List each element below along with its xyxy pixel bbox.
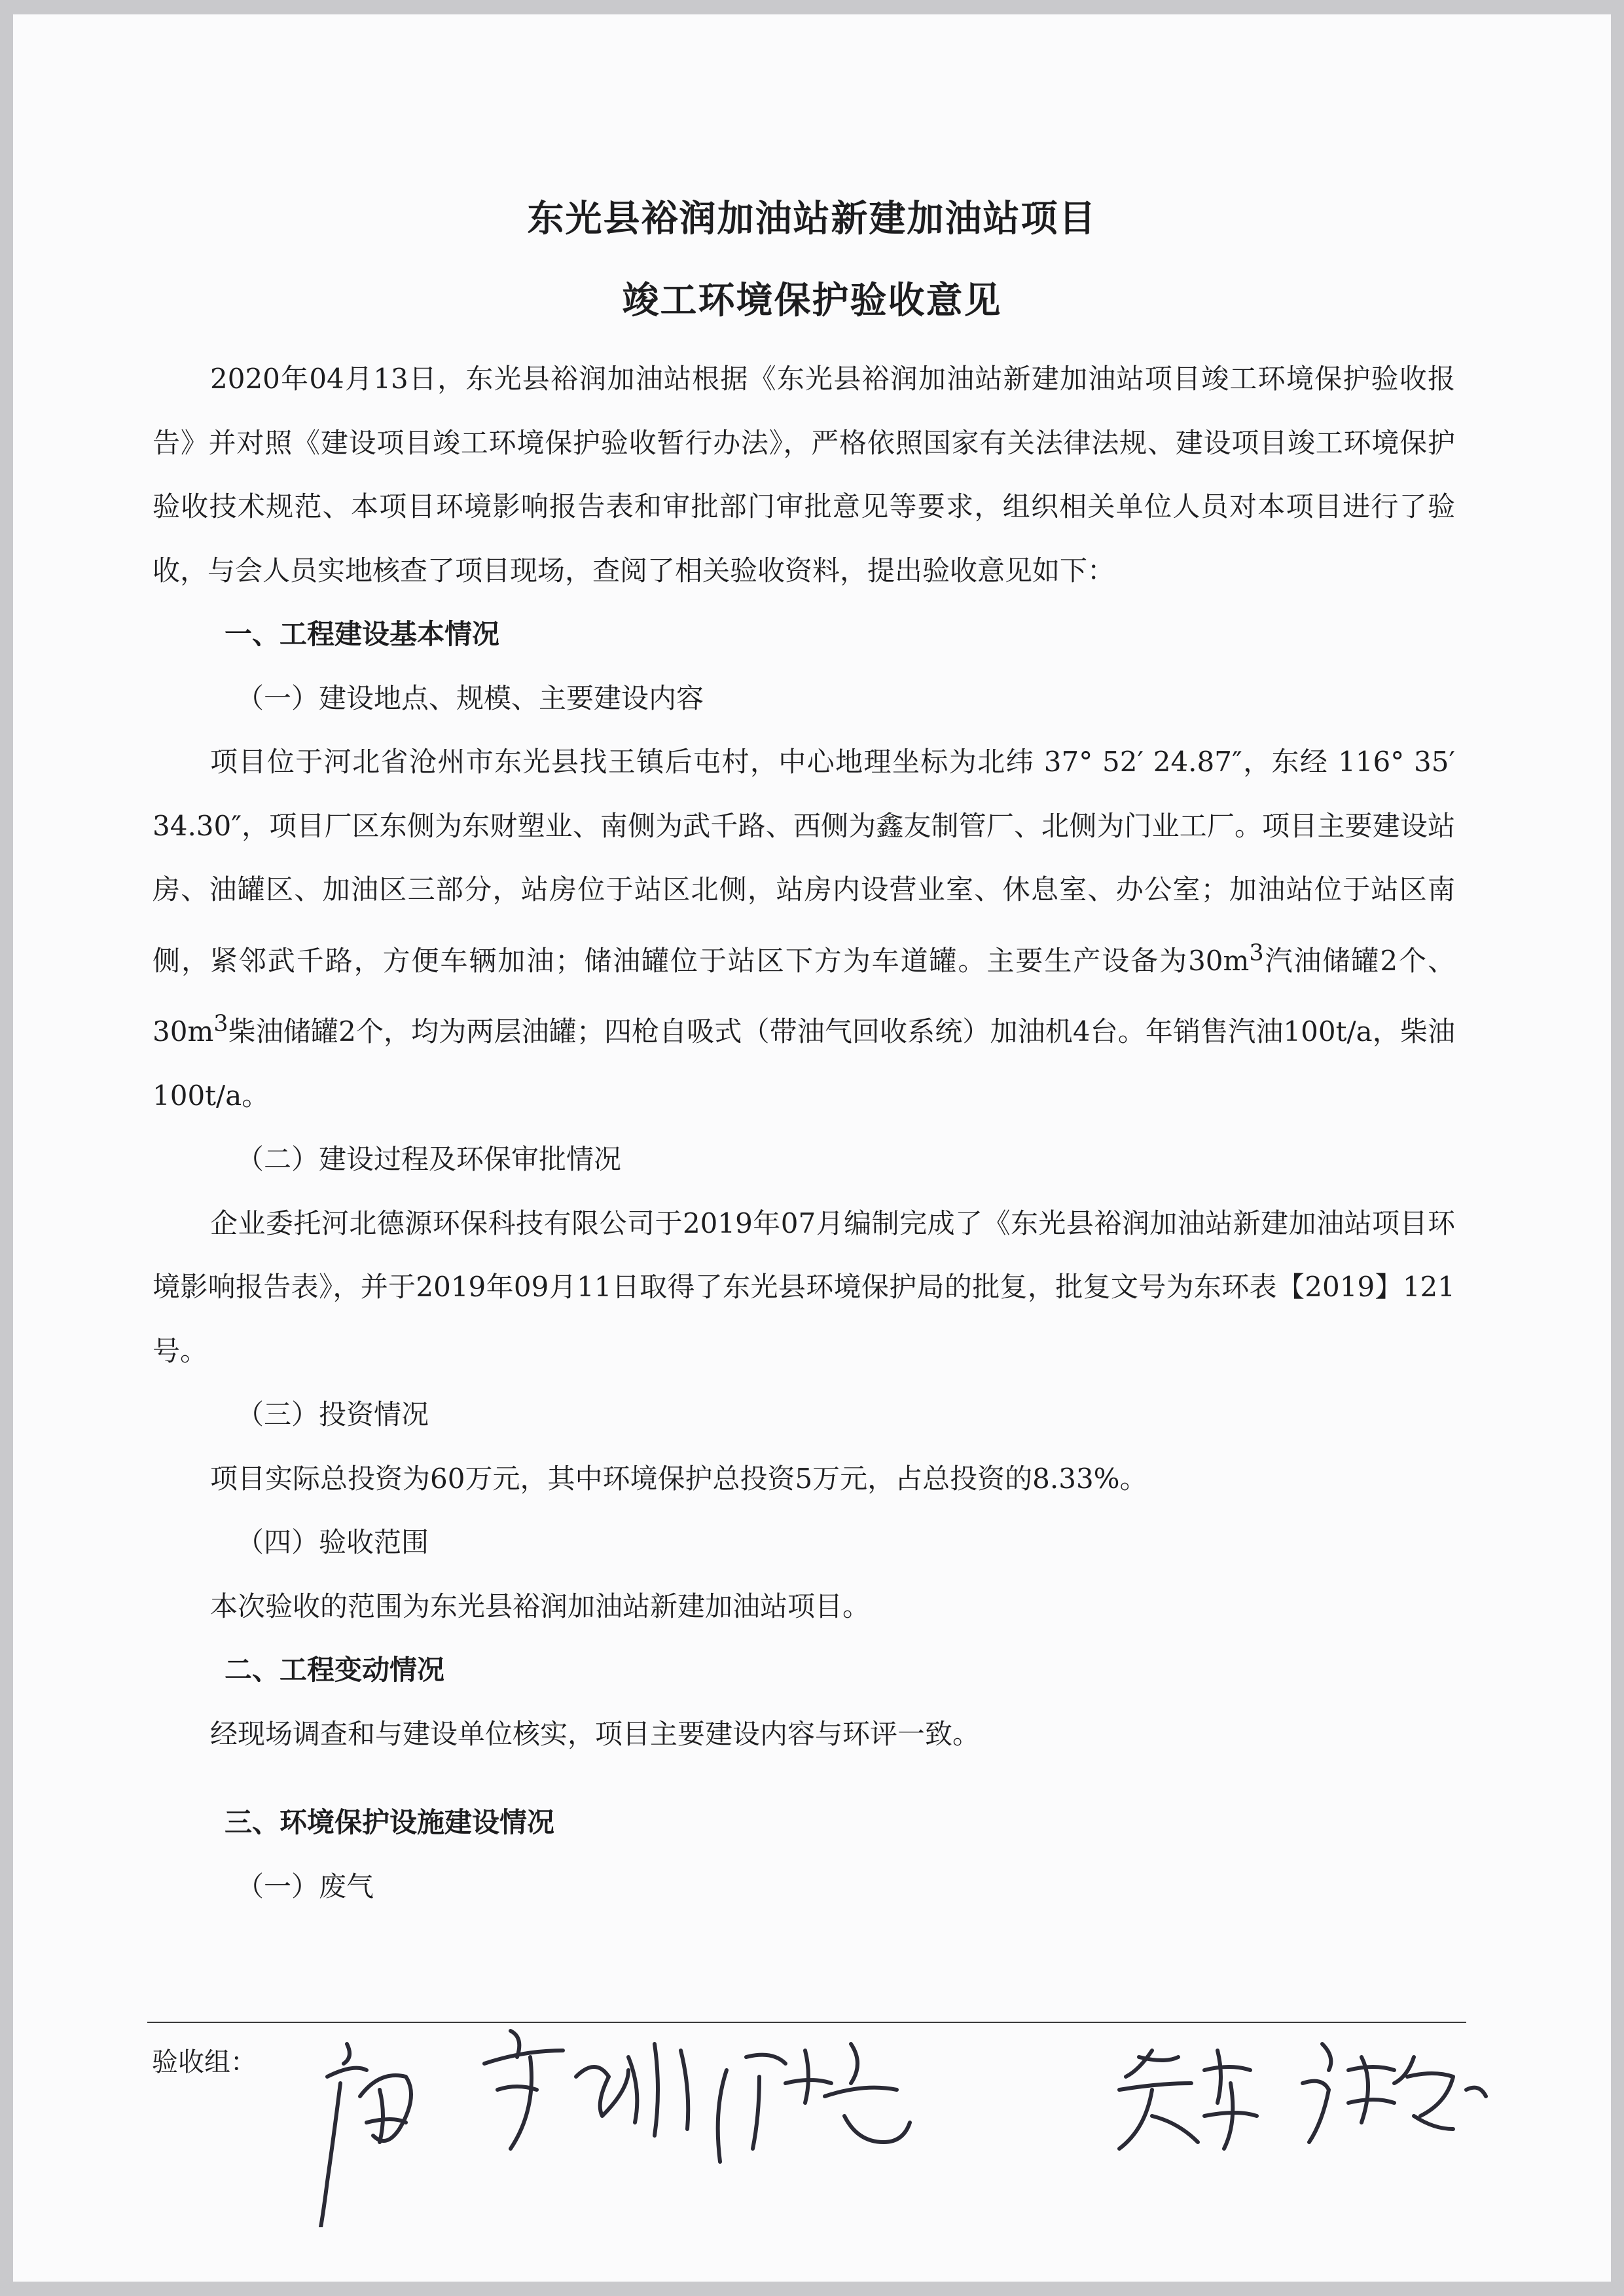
handwritten-signature-3: [718, 2044, 910, 2162]
subsection-heading-investment: （三）投资情况: [236, 1398, 429, 1430]
subsection-heading-scope: （四）验收范围: [236, 1526, 429, 1558]
document-title-line1: 东光县裕润加油站新建加油站项目: [527, 198, 1097, 240]
subsection-heading-approval: （二）建设过程及环保审批情况: [236, 1143, 622, 1175]
location-paragraph: [153, 730, 1455, 1127]
handwritten-signature-2: [484, 2031, 688, 2149]
superscript-3: 3: [213, 1011, 228, 1037]
document-page: [13, 14, 1611, 2282]
intro-paragraph: 2020年04月13日，东光县裕润加油站根据《东光县裕润加油站新建加油站项目竣工环境保护验收报告》并对照《建设项目竣工环境保护验收暂行办法》，严格依照国家有关法律法规、建设项目竣工环境保护验收技术规范、本项目环境影响报告表和审批部门审批意见等要求，组织相关单位人员对本项目进行了验收，与会人员实地核查了项目现场，查阅了相关验收资料，提出验收意见如下：: [153, 363, 1455, 587]
location-text-b: 汽油储罐2个、30m: [153, 944, 1455, 1048]
signatures-area: [301, 2018, 1506, 2227]
changes-paragraph: 经现场调查和与建设单位核实，项目主要建设内容与环评一致。: [210, 1717, 981, 1750]
section-heading-facilities: 三、环境保护设施建设情况: [225, 1806, 555, 1838]
acceptance-group-label: 验收组：: [152, 2047, 257, 2077]
investment-paragraph: 项目实际总投资为60万元，其中环境保护总投资5万元，占总投资的8.33%。: [210, 1462, 1147, 1495]
location-text-a: 项目位于河北省沧州市东光县找王镇后屯村，中心地理坐标为北纬 37° 52′ 24.87″，东经 116° 35′ 34.30″，项目厂区东侧为东财塑业、南侧为武千路、西侧为鑫友制管厂、北侧为门业工厂。项目主要建设站房、油罐区、加油区三部分，站房位于站区北侧，站房内设营业室、休息室、办公室；加油站位于站区南侧，紧邻武千路，方便车辆加油；储油罐位于站区下方为车道罐。主要生产设备为30m: [153, 746, 1455, 977]
approval-paragraph: 企业委托河北德源环保科技有限公司于2019年07月编制完成了《东光县裕润加油站新建加油站项目环境影响报告表》，并于2019年09月11日取得了东光县环境保护局的批复，批复文号为东环表【2019】121号。: [153, 1207, 1455, 1367]
document-body: [153, 347, 1455, 1918]
handwritten-signature-1: [321, 2044, 411, 2227]
subsection-heading-exhaust: （一）废气: [236, 1870, 374, 1903]
superscript-3: 3: [1249, 939, 1264, 966]
section-heading-changes: 二、工程变动情况: [225, 1654, 445, 1686]
scope-paragraph: 本次验收的范围为东光县裕润加油站新建加油站项目。: [210, 1590, 871, 1622]
subsection-heading-location: （一）建设地点、规模、主要建设内容: [236, 682, 704, 714]
handwritten-signature-4: [1119, 2050, 1257, 2149]
handwritten-signature-5: [1303, 2044, 1486, 2142]
section-heading-basic-info: 一、工程建设基本情况: [225, 618, 500, 650]
document-title-line2: 竣工环境保护验收意见: [622, 280, 1002, 322]
location-text-c: 柴油储罐2个，均为两层油罐；四枪自吸式（带油气回收系统）加油机4台。年销售汽油100t/a，柴油100t/a。: [153, 1015, 1455, 1112]
